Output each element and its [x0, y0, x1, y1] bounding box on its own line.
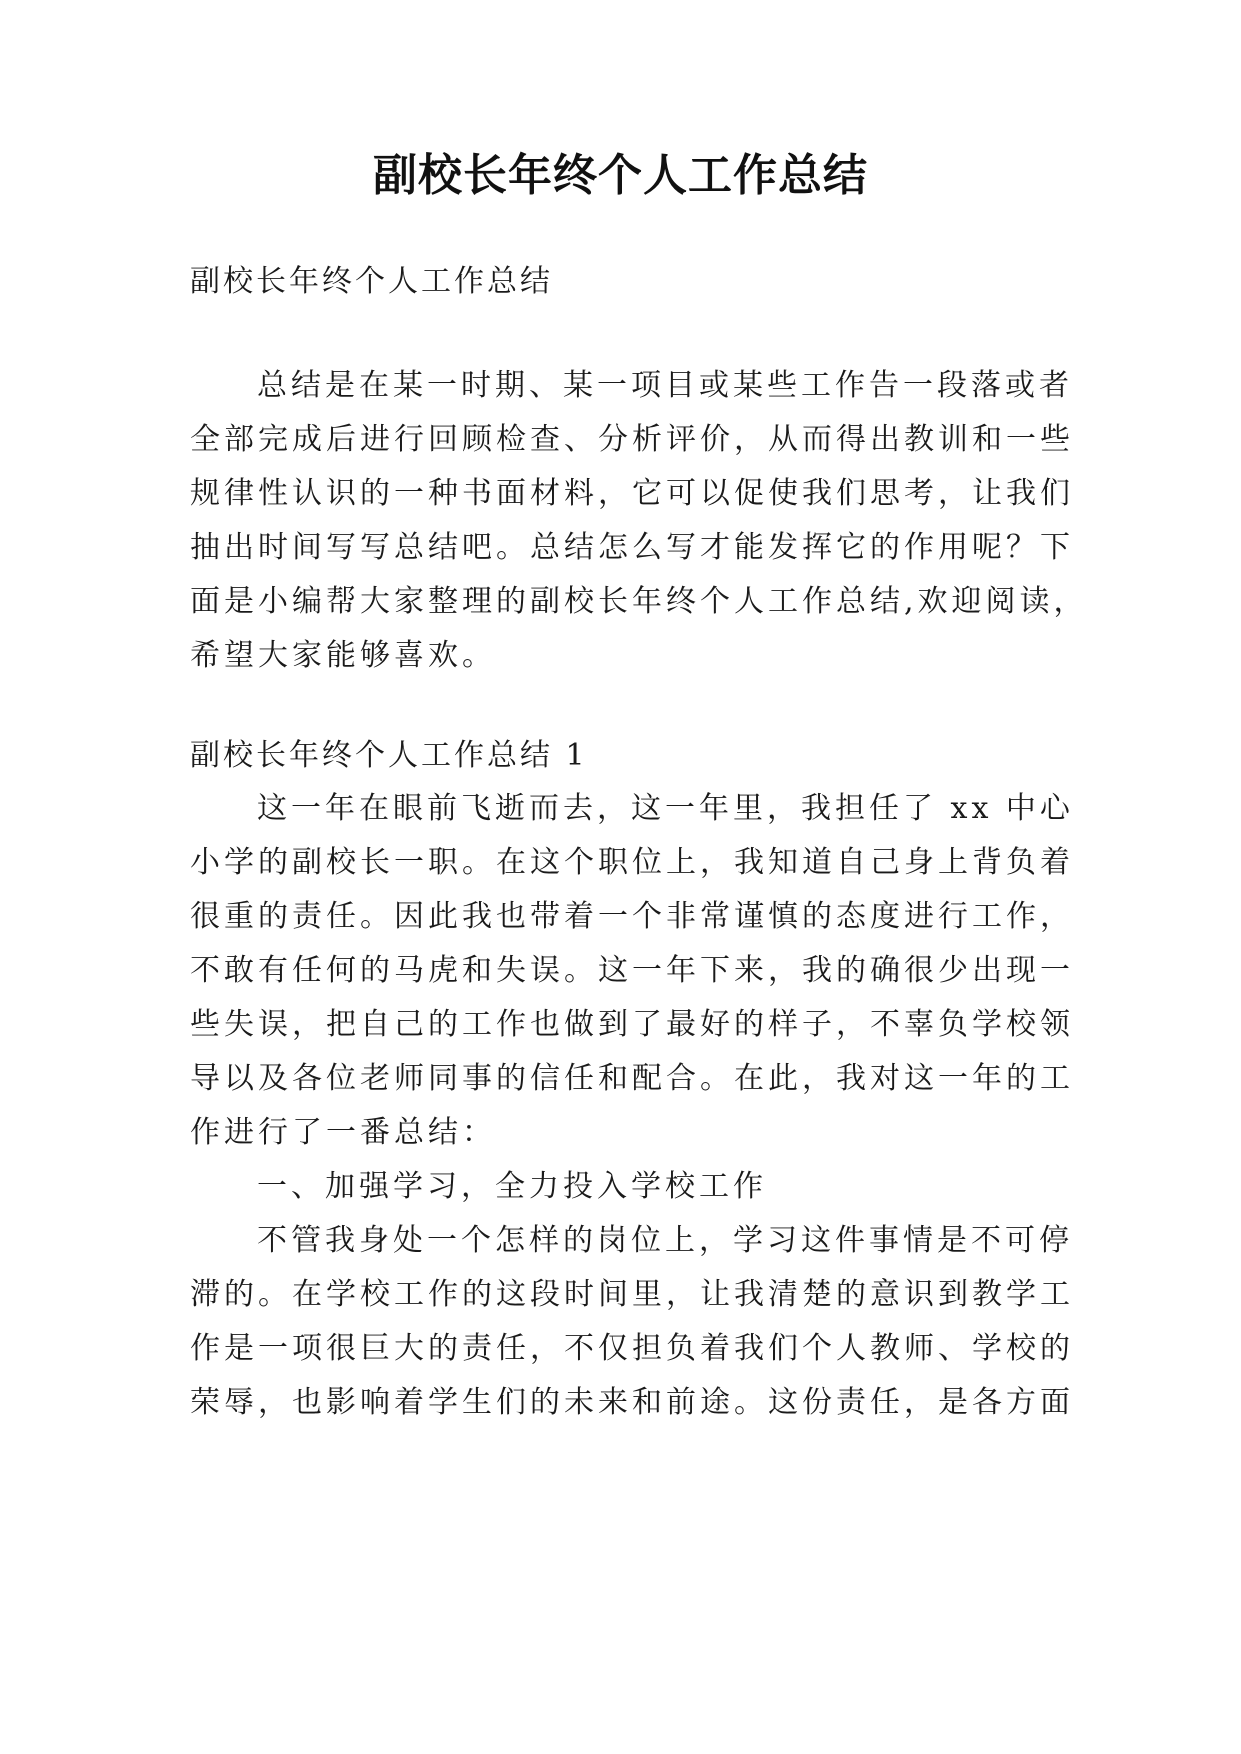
paragraph-line: 滞的。在学校工作的这段时间里，让我清楚的意识到教学工	[190, 1277, 1074, 1312]
section-heading: 一、加强学习，全力投入学校工作	[257, 1169, 767, 1204]
paragraph-line: 作是一项很巨大的责任，不仅担负着我们个人教师、学校的	[190, 1331, 1074, 1366]
paragraph-line: 导以及各位老师同事的信任和配合。在此，我对这一年的工	[190, 1061, 1074, 1096]
document-subtitle: 副校长年终个人工作总结	[190, 264, 553, 299]
intro-line: 希望大家能够喜欢。	[190, 638, 496, 673]
paragraph-line: 小学的副校长一职。在这个职位上，我知道自己身上背负着	[190, 845, 1074, 880]
paragraph-line: 这一年在眼前飞逝而去，这一年里，我担任了 xx 中心	[257, 791, 1074, 826]
intro-line: 规律性认识的一种书面材料，它可以促使我们思考，让我们	[190, 476, 1074, 511]
document-title: 副校长年终个人工作总结	[373, 150, 868, 201]
paragraph-line: 荣辱，也影响着学生们的未来和前途。这份责任，是各方面	[190, 1385, 1074, 1420]
paragraph-line: 不敢有任何的马虎和失误。这一年下来，我的确很少出现一	[190, 953, 1074, 988]
paragraph-line: 作进行了一番总结：	[190, 1115, 496, 1150]
paragraph-line: 些失误，把自己的工作也做到了最好的样子，不辜负学校领	[190, 1007, 1074, 1042]
section-title: 副校长年终个人工作总结 1	[190, 738, 588, 773]
intro-line: 全部完成后进行回顾检查、分析评价，从而得出教训和一些	[190, 422, 1074, 457]
intro-line: 面是小编帮大家整理的副校长年终个人工作总结,欢迎阅读，	[190, 584, 1088, 619]
intro-line: 抽出时间写写总结吧。总结怎么写才能发挥它的作用呢？下	[190, 530, 1074, 565]
paragraph-line: 很重的责任。因此我也带着一个非常谨慎的态度进行工作，	[190, 899, 1074, 934]
intro-line: 总结是在某一时期、某一项目或某些工作告一段落或者	[257, 368, 1073, 403]
paragraph-line: 不管我身处一个怎样的岗位上，学习这件事情是不可停	[257, 1223, 1073, 1258]
